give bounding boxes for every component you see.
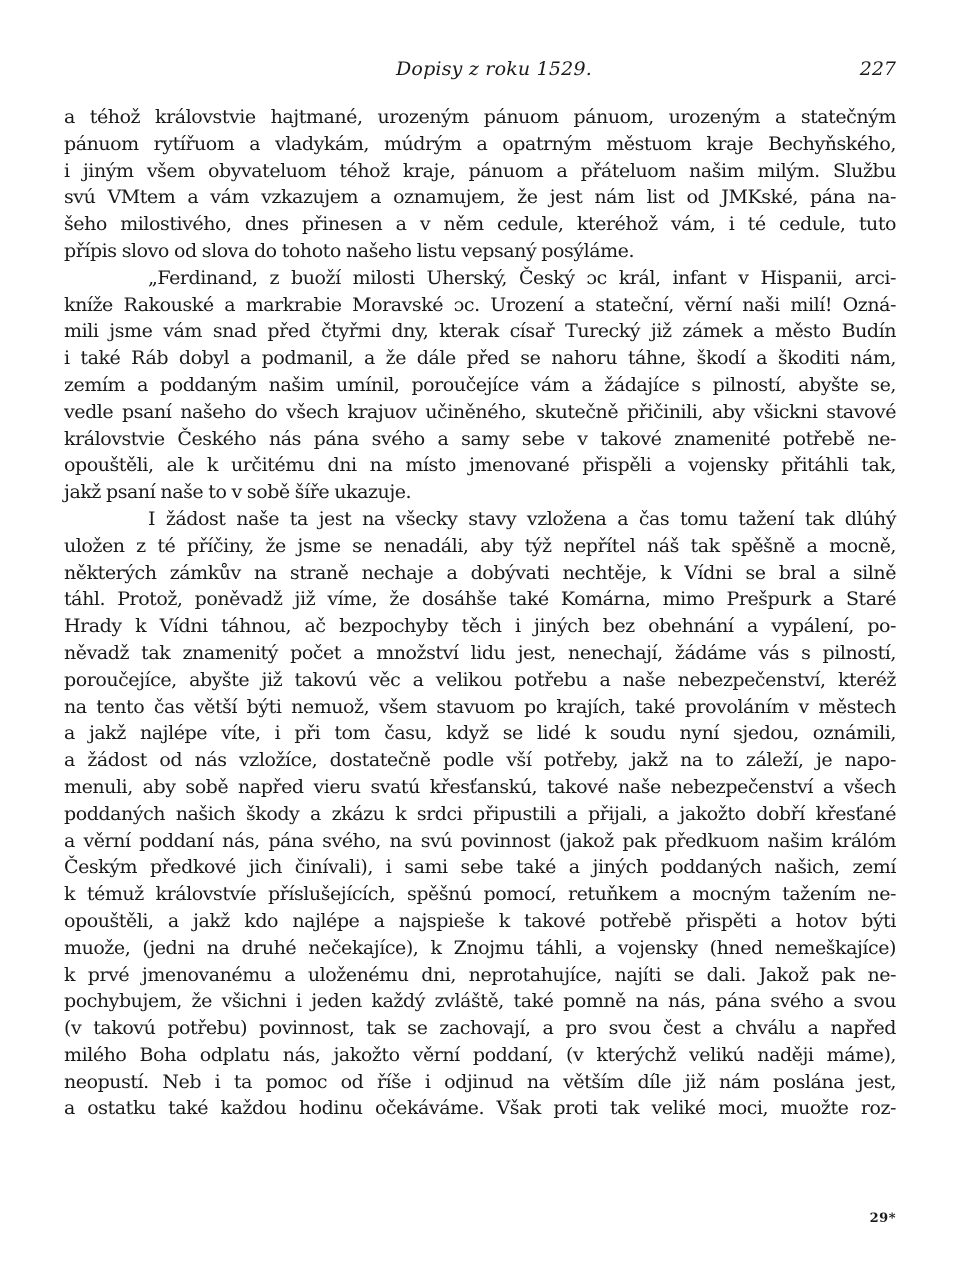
text-line: (v takovú potřebu) povinnost, tak se zachovají, a pro svou čest a chválu a napřed bbox=[64, 1017, 896, 1040]
running-header bbox=[0, 58, 960, 88]
text-line: a téhož královstvie hajtmané, urozeným pánuom pánuom, urozeným a statečným bbox=[64, 106, 896, 128]
text-line: menuli, aby sobě napřed vieru svatú křesťanskú, takové naše nebezpečenství a všech bbox=[64, 775, 896, 798]
text-line: Hrady k Vídni táhnou, ač bezpochyby těch i jiných bez obehnání a vypálení, po- bbox=[64, 615, 896, 638]
text-line: něvadž tak znamenitý počet a množství lidu jest, nenechají, žádáme vás s pilností, bbox=[64, 641, 896, 664]
text-line: i jiným všem obyvateluom téhož kraje, pánuom a přáteluom našim milým. Službu bbox=[64, 159, 896, 182]
text-line: milého Boha odplatu nás, jakožto věrní poddaní, (v kterýchž velikú naději máme), bbox=[64, 1043, 896, 1066]
text-line: muože, (jedni na druhé nečekajíce), k Znojmu táhli, a vojensky (hned nemeškajíce) bbox=[64, 936, 896, 959]
text-line: vedle psaní našeho do všech krajuov učiněného, skutečně přičinili, aby všickni stavové bbox=[64, 400, 896, 423]
text-line: k prvé jmenovanému a uloženému dni, neprotahujíce, najíti se dali. Jakož pak ne- bbox=[64, 963, 896, 986]
text-line: zemím a poddaným našim umínil, poroučejíce vám a žádajíce s pilností, abyšte se, bbox=[64, 373, 896, 396]
text-line: „Ferdinand, z buoží milosti Uherský, Český ɔc král, infant v Hispanii, arci- bbox=[148, 266, 896, 289]
text-line: Českým předkové jich činívali), i sami sebe také a jiných poddaných našich, zemí bbox=[64, 856, 896, 879]
text-line: uložen z té příčiny, že jsme se nenadáli, aby týž nepřítel náš tak spěšně a mocně, bbox=[64, 534, 896, 557]
text-line: a ostatku také každou hodinu očekáváme. Však proti tak veliké moci, muožte roz- bbox=[64, 1097, 896, 1120]
signature-mark: 29* bbox=[869, 1211, 896, 1226]
text-line: opouštěli, a jakž kdo najlépe a najspieše k takové potřebě přispěti a hotov býti bbox=[64, 909, 896, 932]
text-line: některých zámkův na straně nechaje a dobývati nechtěje, k Vídni se bral a silně bbox=[64, 561, 896, 584]
text-line: pánuom rytířuom a vladykám, múdrým a opatrným městuom kraje Bechyňského, bbox=[64, 132, 896, 155]
text-line: na tento čas větší býti nemuož, všem stavuom po krajích, také provoláním v městech bbox=[64, 695, 896, 718]
running-title: Dopisy z roku 1529. bbox=[396, 58, 592, 80]
text-line: jakž psaní naše to v sobě šíře ukazuje. bbox=[64, 481, 412, 504]
text-line: k témuž královstvíe příslušejících, spěšnú pomocí, retuňkem a mocným tažením ne- bbox=[64, 883, 896, 906]
text-line: a žádost od nás vzložíce, dostatečně podle vší potřeby, jakž na to záleží, je napo- bbox=[64, 749, 896, 772]
text-line: přípis slovo od slova do tohoto našeho listu vepsaný posýláme. bbox=[64, 239, 635, 262]
text-line: poddaných našich škody a zkázu k srdci připustili a přijali, a jakožto dobří křesťané bbox=[64, 802, 896, 825]
text-line: pochybujem, že všichni i jeden každý zvláště, také pomně na nás, pána svého a svou bbox=[64, 990, 896, 1013]
text-line: poroučejíce, abyšte již takovú věc a velikou potřebu a naše nebezpečenství, kteréž bbox=[64, 668, 896, 691]
text-line: královstvie Českého nás pána svého a samy sebe v takové znamenité potřebě ne- bbox=[64, 427, 896, 450]
text-line: a jakž najlépe víte, i při tom času, když se lidé k soudu nyní sjedou, oznámili, bbox=[64, 722, 896, 745]
text-line: neopustí. Neb i ta pomoc od říše i odjinud na větším díle již nám poslána jest, bbox=[64, 1070, 896, 1093]
page-number: 227 bbox=[859, 58, 896, 80]
text-line: kníže Rakouské a markrabie Moravské ɔc. Urození a stateční, věrní naši milí! Ozná- bbox=[64, 293, 896, 316]
text-line: svú VMtem a vám vzkazujem a oznamujem, že jest nám list od JMKské, pána na- bbox=[64, 186, 896, 209]
body-text bbox=[64, 104, 896, 1122]
text-line: opouštěli, ale k určitému dni na místo jmenované přispěli a vojensky přitáhli tak, bbox=[64, 454, 896, 477]
text-line: táhl. Protož, poněvadž již víme, že dosáhše také Komárna, mimo Prešpurk a Staré bbox=[64, 588, 896, 611]
text-line: I žádost naše ta jest na všecky stavy vzložena a čas tomu tažení tak dlúhý bbox=[148, 507, 896, 530]
text-line: šeho milostivého, dnes přinesen a v něm cedule, kteréhož vám, i té cedule, tuto bbox=[64, 213, 896, 236]
text-line: i také Ráb dobyl a podmanil, a že dále před se nahoru táhne, škodí a škoditi nám, bbox=[64, 347, 896, 370]
text-line: mili jsme vám snad před čtyřmi dny, kterak císař Turecký již zámek a město Budín bbox=[64, 320, 896, 343]
text-line: a věrní poddaní nás, pána svého, na svú povinnost (jakož pak předkuom našim králóm bbox=[64, 829, 896, 852]
